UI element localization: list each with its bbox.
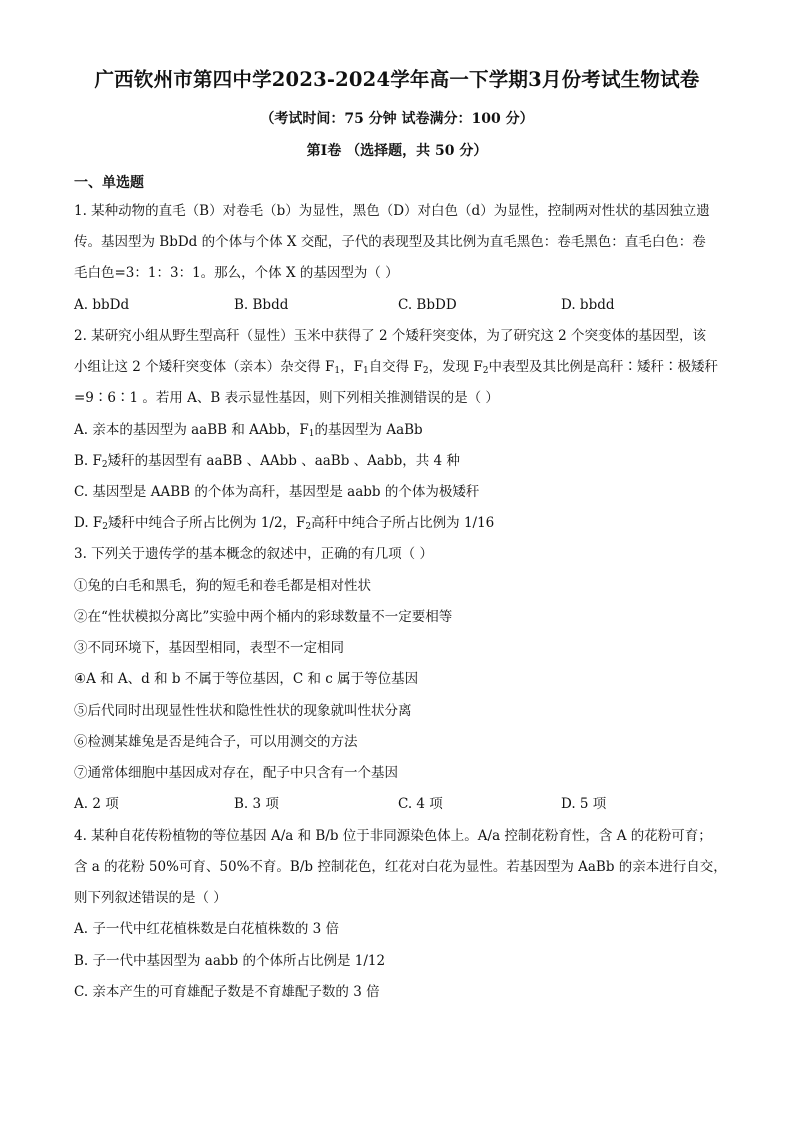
q2-line-1: 2. 某研究小组从野生型高秆（显性）玉米中获得了 2 个矮秆突变体，为了研究这 2 个突变体的基因型，该 <box>74 328 707 344</box>
q3-item-2: ②在“性状模拟分离比”实验中两个桶内的彩球数量不一定要相等 <box>74 609 453 625</box>
q4-line-3: 则下列叙述错误的是（ ） <box>74 890 227 906</box>
q1-line-3: 毛白色=3：1：3：1。那么，个体 X 的基因型为（ ） <box>74 265 399 281</box>
q3-option-a[interactable]: A. 2 项 <box>74 796 119 812</box>
q4-line-1: 4. 某种自花传粉植物的等位基因 A/a 和 B/b 位于非同源染色体上。A/a 控制花粉育性，含 A 的花粉可育； <box>74 828 712 844</box>
q4-option-b[interactable]: B. 子一代中基因型为 aabb 的个体所占比例是 1/12 <box>74 953 386 969</box>
q4-option-a[interactable]: A. 子一代中红花植株数是白花植株数的 3 倍 <box>74 921 340 937</box>
q2-line-3: =9∶6∶1 。若用 A、B 表示显性基因，则下列相关推测错误的是（ ） <box>74 390 499 406</box>
q3-item-4: ④A 和 A、d 和 b 不属于等位基因，C 和 c 属于等位基因 <box>74 671 419 687</box>
q3-item-1: ①兔的白毛和黑毛，狗的短毛和卷毛都是相对性状 <box>74 578 371 594</box>
q3-option-b[interactable]: B. 3 项 <box>234 796 279 812</box>
q3-item-5: ⑤后代同时出现显性性状和隐性性状的现象就叫性状分离 <box>74 703 412 719</box>
q1-option-c[interactable]: C. BbDD <box>398 297 457 313</box>
q2-line-2: 小组让这 2 个矮秆突变体（亲本）杂交得 $F_1$，$F_1$自交得 $F_2$，发现 $F_2$中表型及其比例是高秆∶矮秆∶极矮秆 <box>74 359 718 376</box>
part-heading: 第Ⅰ卷 （选择题，共 50 分） <box>306 143 488 159</box>
exam-title: 广西钦州市第四中学2023-2024学年高一下学期3月份考试生物试卷 <box>94 68 700 91</box>
q3-item-3: ③不同环境下，基因型相同，表型不一定相同 <box>74 640 344 656</box>
q3-option-d[interactable]: D. 5 项 <box>561 796 607 812</box>
q3-item-6: ⑥检测某雄兔是否是纯合子，可以用测交的方法 <box>74 734 358 750</box>
q1-line-1: 1. 某种动物的直毛（B）对卷毛（b）为显性，黑色（D）对白色（d）为显性，控制两对性状的基因独立遗 <box>74 203 710 219</box>
q2-option-c[interactable]: C. 基因型是 AABB 的个体为高秆，基因型是 aabb 的个体为极矮秆 <box>74 484 480 500</box>
q1-option-a[interactable]: A. bbDd <box>74 297 130 313</box>
exam-info: （考试时间：75 分钟 试卷满分：100 分） <box>260 111 534 127</box>
q2-option-a[interactable]: A. 亲本的基因型为 aaBB 和 AAbb，$F_1$的基因型为 AaBb <box>74 422 423 439</box>
q1-option-b[interactable]: B. Bbdd <box>234 297 289 313</box>
q4-line-2: 含 a 的花粉 50%可育、50%不育。B/b 控制花色，红花对白花为显性。若基因型为 AaBb 的亲本进行自交， <box>74 859 727 875</box>
q2-option-d[interactable]: D. $F_2$矮秆中纯合子所占比例为 1/2，$F_2$高秆中纯合子所占比例为 1/16 <box>74 515 495 532</box>
section-heading: 一、单选题 <box>74 175 144 191</box>
q3-item-7: ⑦通常体细胞中基因成对存在，配子中只含有一个基因 <box>74 765 398 781</box>
q4-option-c[interactable]: C. 亲本产生的可育雄配子数是不育雄配子数的 3 倍 <box>74 984 380 1000</box>
q2-option-b[interactable]: B. $F_2$矮秆的基因型有 aaBB 、AAbb 、aaBb 、Aabb，共 4 种 <box>74 453 460 470</box>
q3-stem: 3. 下列关于遗传学的基本概念的叙述中，正确的有几项（ ） <box>74 546 433 562</box>
q1-line-2: 传。基因型为 BbDd 的个体与个体 X 交配，子代的表现型及其比例为直毛黑色：卷毛黑色：直毛白色：卷 <box>74 234 706 250</box>
q3-option-c[interactable]: C. 4 项 <box>398 796 443 812</box>
q1-option-d[interactable]: D. bbdd <box>561 297 615 313</box>
